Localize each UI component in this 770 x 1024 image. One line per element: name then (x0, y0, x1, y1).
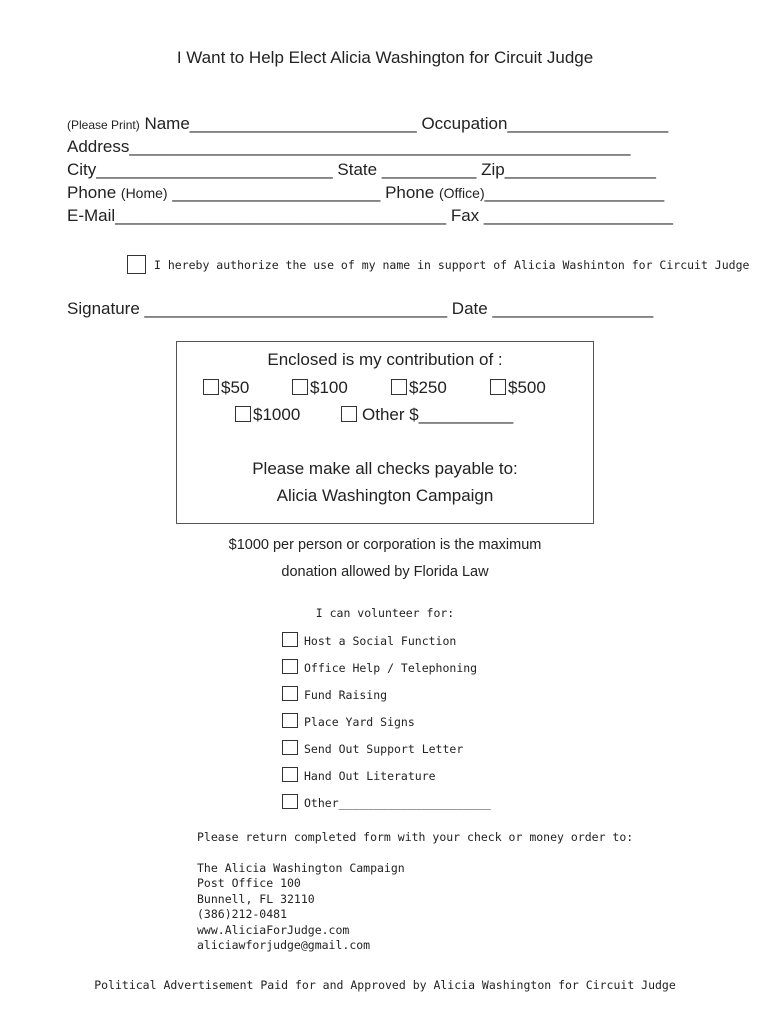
amount-checkbox[interactable] (341, 406, 357, 422)
please-print-label: (Please Print) (67, 118, 140, 132)
amount-checkbox[interactable] (391, 379, 407, 395)
amount-checkbox[interactable] (235, 406, 251, 422)
amount-checkbox[interactable] (203, 379, 219, 395)
contribution-box (176, 341, 594, 524)
address-field[interactable]: _____________________________________________________ (129, 137, 631, 156)
volunteer-label: Hand Out Literature (304, 769, 436, 783)
volunteer-checkbox[interactable] (282, 713, 298, 728)
email-field[interactable]: ___________________________________ (115, 206, 447, 225)
max-donation-note-line1: $1000 per person or corporation is the maximum (228, 537, 542, 553)
city-row (67, 160, 656, 180)
phone-home-label: Phone (67, 183, 117, 202)
max-donation-note-line2: donation allowed by Florida Law (281, 564, 489, 580)
email-row (67, 206, 673, 226)
name-row (67, 114, 668, 134)
other-amount-field[interactable]: __________ (418, 405, 514, 424)
volunteer-label: Place Yard Signs (304, 715, 415, 729)
fax-field[interactable]: ____________________ (483, 206, 673, 225)
volunteer-label: Send Out Support Letter (304, 742, 464, 756)
website-link[interactable]: www.AliciaForJudge.com (197, 923, 350, 937)
volunteer-item[interactable] (282, 794, 491, 810)
volunteer-checkbox[interactable] (282, 632, 298, 647)
amount-checkbox[interactable] (490, 379, 506, 395)
name-field[interactable]: ________________________ (189, 114, 417, 133)
volunteer-checkbox[interactable] (282, 794, 298, 809)
volunteer-checkbox[interactable] (282, 659, 298, 674)
authorize-checkbox[interactable] (127, 255, 146, 274)
zip-label: Zip (481, 160, 505, 179)
phone-row (67, 183, 664, 203)
authorize-row (127, 255, 749, 274)
phone-office-field[interactable]: ___________________ (484, 183, 665, 202)
contribution-heading: Enclosed is my contribution of : (267, 350, 503, 369)
amount-option-other[interactable] (341, 405, 513, 425)
volunteer-label: Host a Social Function (304, 634, 457, 648)
address-row (67, 137, 630, 157)
date-field[interactable]: _________________ (492, 299, 654, 318)
amount-label: $100 (310, 378, 348, 397)
email-link[interactable]: aliciawforjudge@gmail.com (197, 938, 371, 952)
volunteer-item[interactable] (282, 632, 456, 648)
phone-home-sublabel: (Home) (120, 185, 168, 201)
volunteer-label: Other______________________ (304, 796, 491, 810)
page-title: I Want to Help Elect Alicia Washington for Circuit Judge (176, 48, 594, 67)
volunteer-checkbox[interactable] (282, 767, 298, 782)
zip-field[interactable]: ________________ (504, 160, 657, 179)
amount-option-1000[interactable] (235, 405, 300, 425)
address-line: The Alicia Washington Campaign (197, 861, 405, 875)
volunteer-label: Office Help / Telephoning (304, 661, 478, 675)
signature-field[interactable]: ________________________________ (144, 299, 448, 318)
volunteer-checkbox[interactable] (282, 740, 298, 755)
volunteer-label: Fund Raising (304, 688, 388, 702)
address-line: Post Office 100 (197, 876, 301, 890)
return-instruction: Please return completed form with your check or money order to: (197, 830, 634, 844)
amount-label: Other $ (362, 405, 419, 424)
state-field[interactable]: __________ (381, 160, 477, 179)
address-line: Bunnell, FL 32110 (197, 892, 315, 906)
amount-label: $50 (221, 378, 250, 397)
city-label: City (67, 160, 97, 179)
signature-label: Signature (67, 299, 140, 318)
volunteer-checkbox[interactable] (282, 686, 298, 701)
amount-option-500[interactable] (490, 378, 546, 398)
state-label: State (337, 160, 378, 179)
payable-name: Alicia Washington Campaign (276, 486, 494, 505)
volunteer-item[interactable] (282, 767, 436, 783)
fax-label: Fax (450, 206, 480, 225)
occupation-field[interactable]: _________________ (507, 114, 669, 133)
payable-instruction: Please make all checks payable to: (252, 459, 518, 478)
occupation-label: Occupation (421, 114, 508, 133)
amount-label: $1000 (253, 405, 301, 424)
volunteer-heading: I can volunteer for: (315, 606, 455, 620)
city-field[interactable]: _________________________ (96, 160, 333, 179)
footer-disclaimer: Political Advertisement Paid for and Approved by Alicia Washington for Circuit Judge (94, 978, 676, 992)
amount-option-50[interactable] (203, 378, 249, 398)
authorize-text: I hereby authorize the use of my name in support of Alicia Washinton for Circuit Judge (154, 258, 750, 272)
volunteer-item[interactable] (282, 659, 477, 675)
phone-home-field[interactable]: ______________________ (172, 183, 381, 202)
amount-label: $250 (409, 378, 447, 397)
amount-checkbox[interactable] (292, 379, 308, 395)
address-label: Address (67, 137, 130, 156)
date-label: Date (451, 299, 488, 318)
volunteer-item[interactable] (282, 686, 387, 702)
phone-office-sublabel: (Office) (438, 185, 485, 201)
name-label: Name (144, 114, 190, 133)
amount-option-250[interactable] (391, 378, 447, 398)
address-line: (386)212-0481 (197, 907, 288, 921)
amount-option-100[interactable] (292, 378, 348, 398)
amount-label: $500 (508, 378, 546, 397)
signature-row (67, 299, 653, 319)
volunteer-item[interactable] (282, 740, 463, 756)
email-label: E-Mail (67, 206, 116, 225)
volunteer-item[interactable] (282, 713, 415, 729)
phone-office-label: Phone (385, 183, 435, 202)
